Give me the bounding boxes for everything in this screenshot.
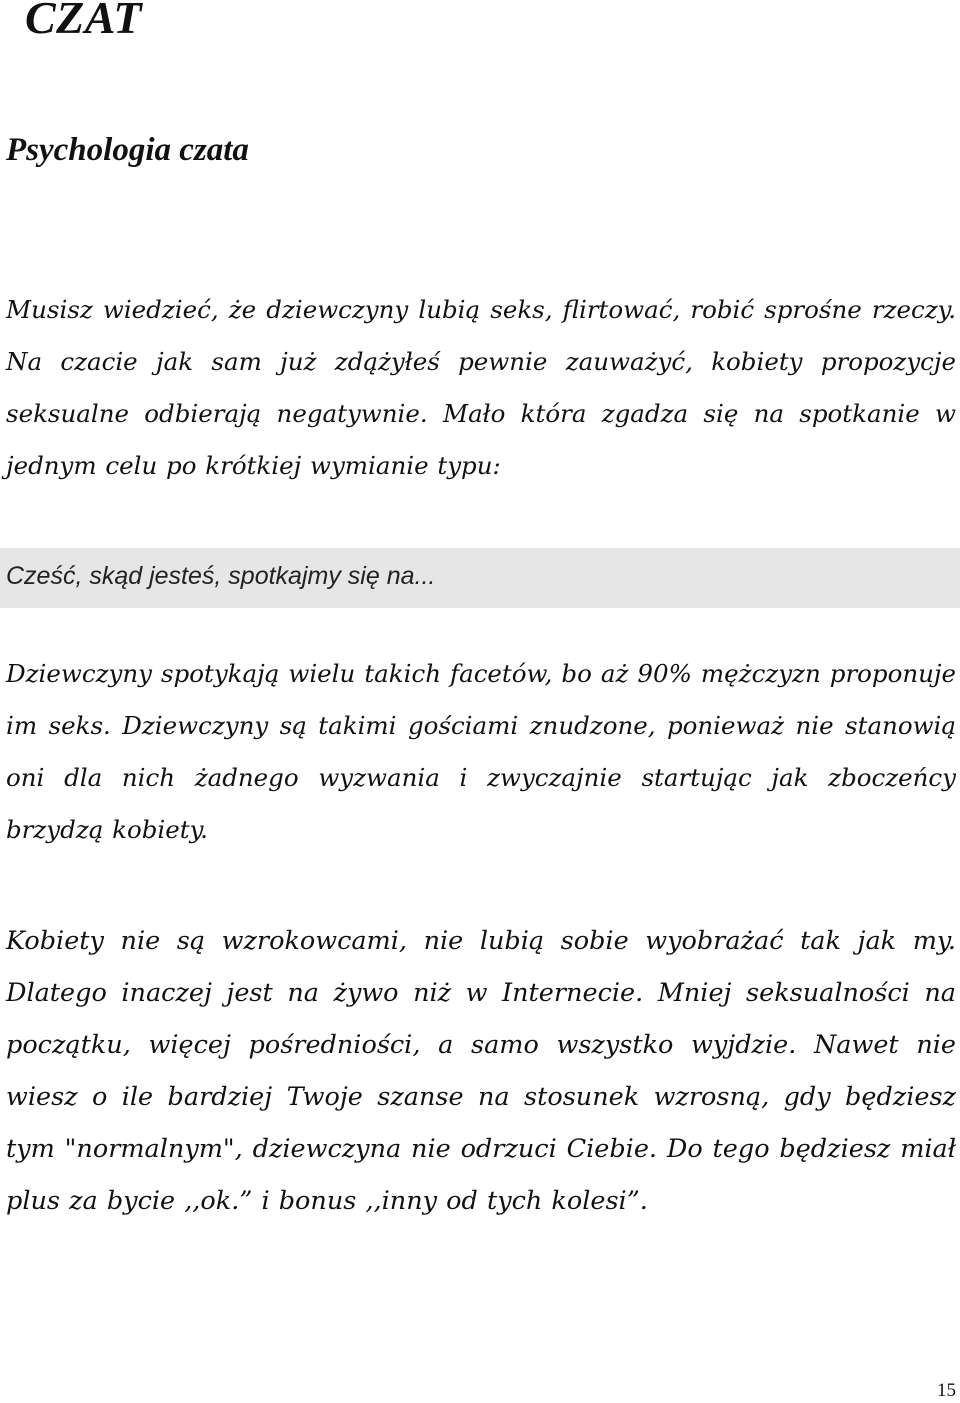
section-title: Psychologia czata — [6, 132, 249, 168]
page-number: 15 — [937, 1380, 956, 1401]
document-title: CZAT — [25, 0, 143, 43]
paragraph-advice: Kobiety nie są wzrokowcami, nie lubią sobie wyobrażać tak jak my. Dlatego inaczej jest na żywo niż w Internecie. Mniej seksualności na początku, więcej pośredniości, a samo wszystko wyjdzie. Nawet nie wiesz o ile bardziej Twoje szanse na stosunek wzrosną, gdy będziesz tym "normalnym", dziewczyna nie odrzuci Ciebie. Do tego będziesz miał plus za bycie ,,ok.” i bonus ,,inny od tych kolesi”. — [6, 926, 956, 1216]
example-quote: Cześć, skąd jesteś, spotkajmy się na... — [6, 562, 436, 590]
paragraph-statistics: Dziewczyny spotykają wielu takich facetów, bo aż 90% mężczyzn proponuje im seks. Dziewczyny są takimi gościami znudzone, ponieważ nie stanowią oni dla nich żadnego wyzwania i zwyczajnie startując jak zboczeńcy brzydzą kobiety. — [6, 659, 956, 844]
paragraph-intro: Musisz wiedzieć, że dziewczyny lubią seks, flirtować, robić sprośne rzeczy. Na czacie jak sam już zdążyłeś pewnie zauważyć, kobiety propozycje seksualne odbierają negatywnie. Mało która zgadza się na spotkanie w jednym celu po krótkiej wymianie typu: — [6, 295, 956, 480]
